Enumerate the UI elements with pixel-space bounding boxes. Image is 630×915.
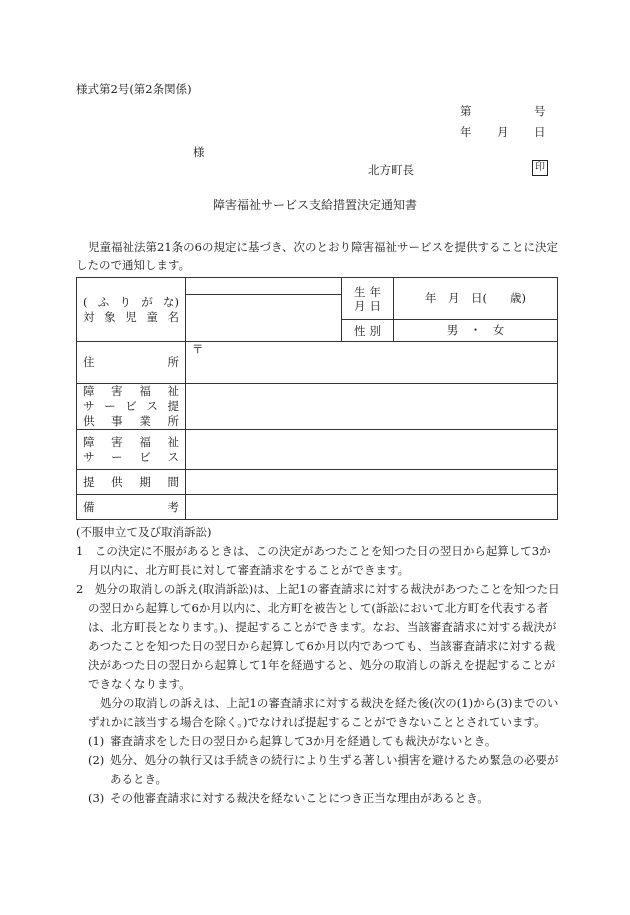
decision-table bbox=[76, 277, 558, 520]
notes-heading: (不服申立て及び取消訴訟) bbox=[76, 525, 212, 539]
year-label: 年 bbox=[460, 125, 472, 139]
sex-label-cell bbox=[342, 320, 394, 342]
seal-mark: 印 bbox=[532, 160, 548, 176]
notes-item-2: 2 処分の取消しの訴え(取消訴訟)は、上記1の審査請求に対する裁決があつたことを知つた日の翌日から起算して6か月以内に、北方町を被告として(訴訟において北方町を代表する者は、北方町長となります。)、提起することができます。なお、当該審査請求に対する裁決があつたことを知つた日の翌日から起算して6か月以内であつても、当該審査請求に対する裁決があつた日の翌日から起算して1年を経過すると、処分の取消しの訴えを提起することができなくなります。 bbox=[76, 582, 560, 691]
day-label: 日 bbox=[534, 125, 546, 139]
notes-sub-item bbox=[76, 751, 560, 789]
sub-item-number: (3) bbox=[88, 791, 105, 805]
child-name-label: 対 象 児 童 名 bbox=[83, 309, 179, 324]
document-title: 障害福祉サービス支給措置決定通知書 bbox=[212, 198, 417, 212]
remarks-field[interactable] bbox=[186, 495, 558, 520]
provider-label-3: 供 事 業 所 bbox=[83, 414, 179, 428]
appeal-notes bbox=[76, 523, 560, 808]
address-label: 住 所 bbox=[83, 355, 179, 369]
month-label: 月 bbox=[497, 125, 509, 139]
birth-label-cell bbox=[342, 278, 394, 320]
go-label: 号 bbox=[534, 104, 546, 118]
intro-paragraph bbox=[76, 238, 560, 274]
sub-item-number: (2) bbox=[88, 753, 105, 767]
birth-label-2: 月 日 bbox=[354, 298, 381, 313]
intro-text: 児童福祉法第21条の6の規定に基づき、次のとおり障害福祉サービスを提供することに決定したので通知します。 bbox=[76, 240, 558, 272]
recipient-suffix: 様 bbox=[193, 145, 205, 159]
address-field[interactable] bbox=[186, 342, 558, 384]
sex-label: 性 別 bbox=[354, 323, 381, 338]
sub-item-text: 審査請求をした日の翌日から起算して3か月を経過しても裁決がないとき。 bbox=[110, 734, 497, 748]
period-label: 提 供 期 間 bbox=[83, 474, 179, 489]
period-label-cell bbox=[77, 470, 186, 495]
provider-field[interactable] bbox=[186, 384, 558, 430]
notes-item-1: 1 この決定に不服があるときは、この決定があつたことを知つた日の翌日から起算して3か月以内に、北方町長に対して審査請求をすることができます。 bbox=[76, 544, 551, 577]
sub-item-text: 処分、処分の執行又は手続きの続行により生ずる著しい損害を避けるため緊急の必要があるとき。 bbox=[110, 753, 559, 786]
postal-mark: 〒 bbox=[192, 342, 204, 356]
provider-label-2: サ ー ビ ス 提 bbox=[83, 399, 179, 413]
birth-date-field[interactable] bbox=[394, 278, 558, 320]
service-field[interactable] bbox=[186, 430, 558, 470]
address-label-cell bbox=[77, 342, 186, 384]
child-name-field[interactable] bbox=[186, 278, 342, 342]
issuer-name: 北方町長 bbox=[368, 163, 414, 177]
child-name-label-cell bbox=[77, 278, 186, 342]
remarks-label-cell bbox=[77, 495, 186, 520]
sex-value: 男 ・ 女 bbox=[446, 322, 505, 337]
remarks-label: 備 考 bbox=[83, 499, 179, 514]
sub-item-text: その他審査請求に対する裁決を経ないことにつき正当な理由があるとき。 bbox=[110, 791, 489, 805]
dai-label: 第 bbox=[460, 104, 472, 118]
birth-label-1: 生 年 bbox=[354, 284, 381, 299]
sub-item-number: (1) bbox=[88, 734, 105, 748]
provider-label-cell bbox=[77, 384, 186, 430]
form-number: 様式第2号(第2条関係) bbox=[76, 82, 192, 96]
service-label-1: 障 害 福 祉 bbox=[83, 434, 179, 449]
period-field[interactable] bbox=[186, 470, 558, 495]
furigana-label: ( ふ り が な) bbox=[83, 294, 179, 309]
service-label-2: サ ー ビ ス bbox=[83, 449, 179, 464]
notes-sub-item bbox=[76, 732, 560, 751]
sex-field[interactable] bbox=[394, 320, 558, 342]
notes-paragraph: 処分の取消しの訴えは、上記1の審査請求に対する裁決を経た後(次の(1)から(3)までのいずれかに該当する場合を除く。)でなければ提起することができないこととされています。 bbox=[88, 696, 559, 729]
service-label-cell bbox=[77, 430, 186, 470]
furigana-field[interactable] bbox=[186, 278, 341, 295]
provider-label-1: 障 害 福 祉 bbox=[83, 384, 179, 398]
notes-sub-item bbox=[76, 789, 560, 808]
birth-date-value: 年 月 日( 歳) bbox=[425, 290, 526, 305]
